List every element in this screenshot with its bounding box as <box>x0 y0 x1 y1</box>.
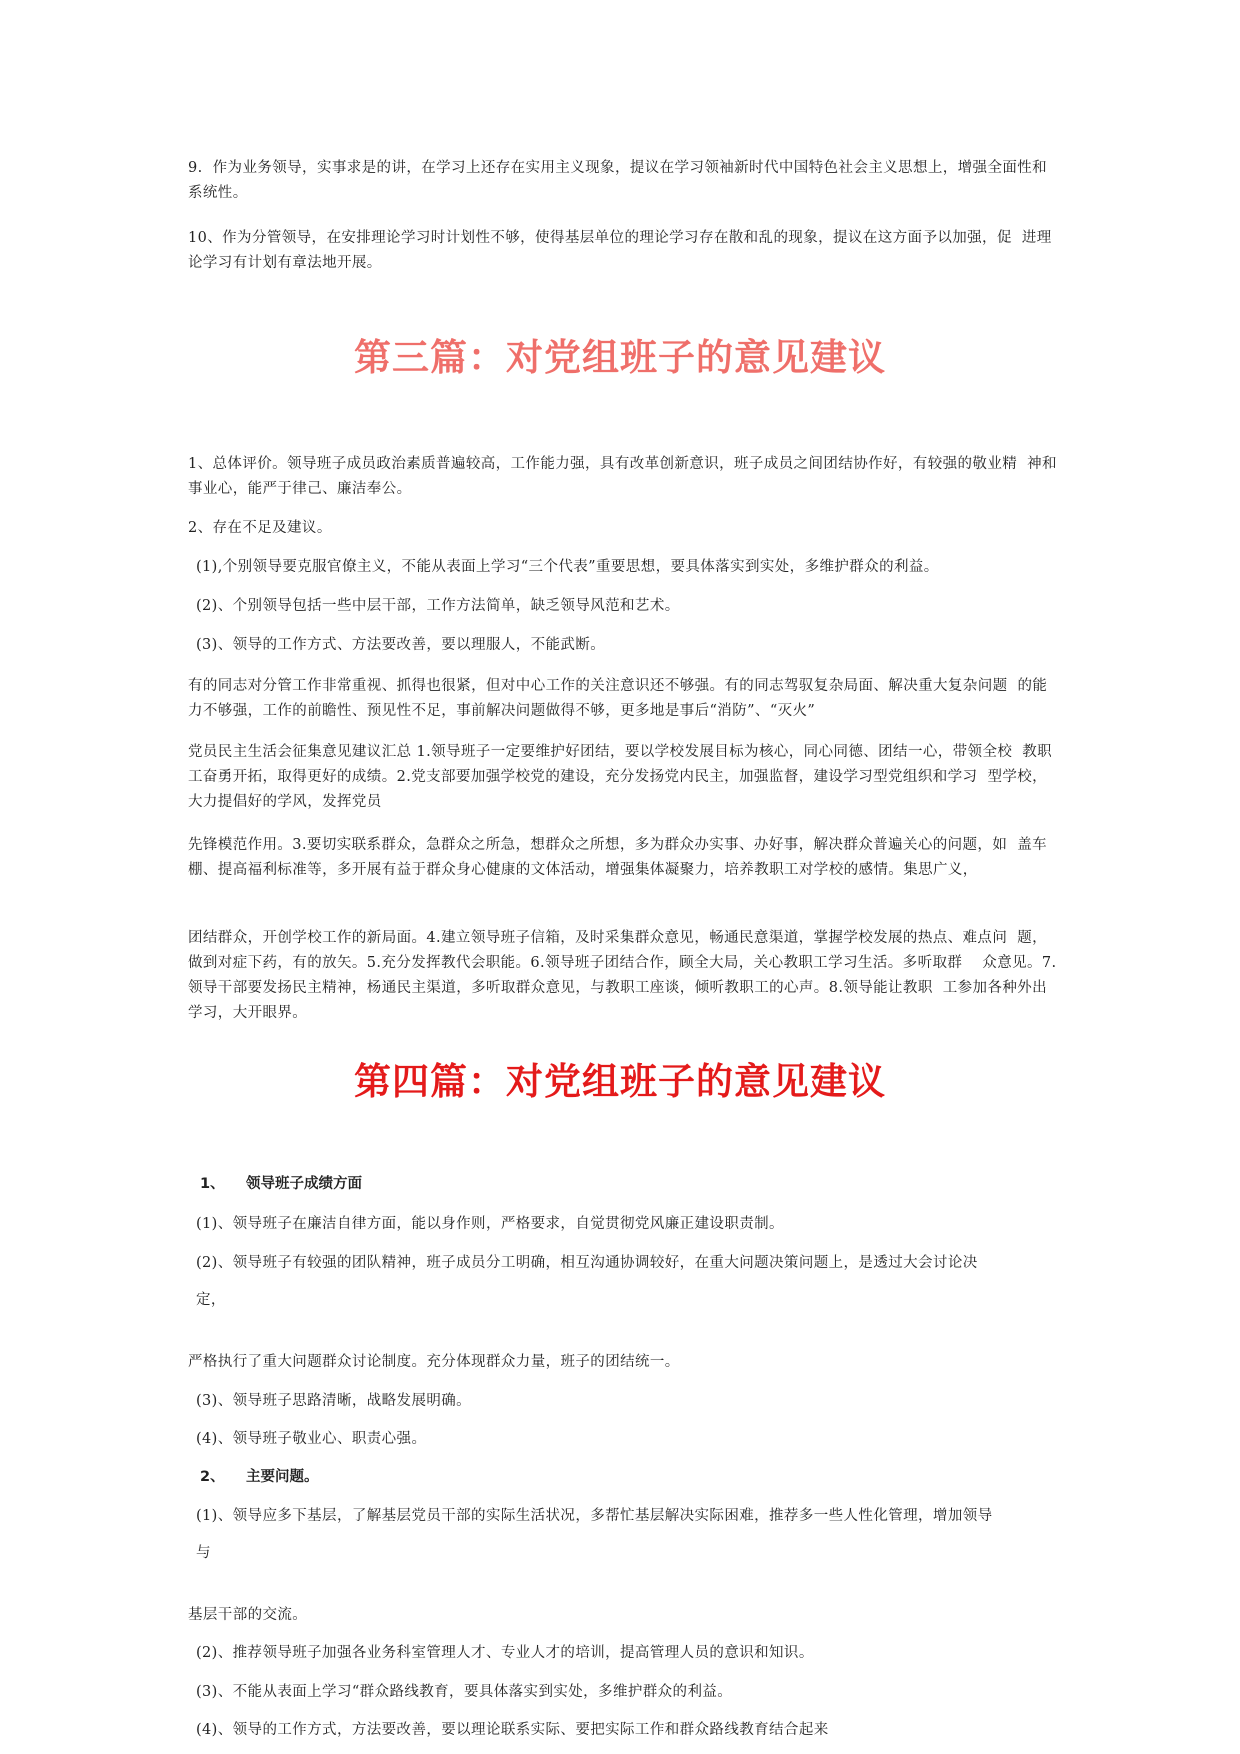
paragraph-shortcomings-heading: 2、存在不足及建议。 <box>188 520 332 536</box>
list-item-4a-2-tail: 严格执行了重大问题群众讨论制度。充分体现群众力量，班子的团结统一。 <box>188 1354 680 1370</box>
paragraph-comrades: 有的同志对分管工作非常重视、抓得也很紧，但对中心工作的关注意识还不够强。有的同志驾驭复杂局面、解决重大复杂问题 的能力不够强，工作的前瞻性、预见性不足，事前解决问题做得不够，更多地是事后“消防”、“灭火” <box>188 678 1048 719</box>
subheading-number: 1、 <box>200 1176 225 1192</box>
list-item-3-2: (2)、个别领导包括一些中层干部，工作方法简单，缺乏领导风范和艺术。 <box>196 598 680 614</box>
list-item-4a-4: (4)、领导班子敬业心、职责心强。 <box>196 1431 427 1447</box>
paragraph-overall-evaluation: 1、总体评价。领导班子成员政治素质普遍较高，工作能力强，具有改革创新意识，班子成员之间团结协作好，有较强的敬业精 神和事业心，能严于律己、廉洁奉公。 <box>188 456 1057 497</box>
list-item-4b-1: (1)、领导应多下基层，了解基层党员干部的实际生活状况，多帮忙基层解决实际困难，推荐多一些人性化管理，增加领导 <box>196 1508 993 1524</box>
list-item-4b-3: (3)、不能从表面上学习“群众路线教育，要具体落实到实处，多维护群众的利益。 <box>196 1684 733 1700</box>
list-item-4b-1-tail: 基层干部的交流。 <box>188 1607 308 1623</box>
paragraph-summary-3: 团结群众，开创学校工作的新局面。4.建立领导班子信箱，及时采集群众意见，畅通民意渠道，掌握学校发展的热点、难点问 题，做到对症下药，有的放矢。5.充分发挥教代会职能。6.领导班子团结合作，顾全大局，关心教职工学习生活。多听取群 众意见。7.领导干部要发扬民主精神，杨通民主渠道，多听取群众意见，与教职工座谈，倾听教职工的心声。8.领导能让教职 工参加各种外出学习，大开眼界。 <box>188 930 1057 1021</box>
list-item-4b-1-continued: 与 <box>196 1545 211 1561</box>
list-item-4a-2: (2)、领导班子有较强的团队精神，班子成员分工明确，相互沟通协调较好，在重大问题决策问题上，是透过大会讨论决 <box>196 1255 978 1271</box>
paragraph-summary-2: 先锋模范作用。3.要切实联系群众，急群众之所急，想群众之所想，多为群众办实事、办好事，解决群众普遍关心的问题，如 盖车棚、提高福利标准等，多开展有益于群众身心健康的文体活动，增强集体凝聚力，培养教职工对学校的感情。集思广义， <box>188 837 1048 878</box>
subheading-achievements <box>200 1172 362 1196</box>
paragraph-item-10: 10、作为分管领导，在安排理论学习时计划性不够，使得基层单位的理论学习存在散和乱的现象，提议在这方面予以加强，促 进理论学习有计划有章法地开展。 <box>188 230 1052 271</box>
list-item-4b-2: (2)、推荐领导班子加强各业务科室管理人才、专业人才的培训，提高管理人员的意识和知识。 <box>196 1645 814 1661</box>
list-item-3-3: (3)、领导的工作方式、方法要改善，要以理服人，不能武断。 <box>196 637 606 653</box>
list-item-4b-4: (4)、领导的工作方式，方法要改善，要以理论联系实际、要把实际工作和群众路线教育结合起来 <box>196 1722 829 1738</box>
subheading-number: 2、 <box>200 1469 225 1485</box>
paragraph-summary-1: 党员民主生活会征集意见建议汇总 1.领导班子一定要维护好团结，要以学校发展目标为核心，同心同德、团结一心，带领全校 教职工奋勇开拓，取得更好的成绩。2.党支部要加强学校党的建设，充分发扬党内民主，加强监督，建设学习型党组织和学习 型学校，大力提倡好的学风，发挥党员 <box>188 744 1053 810</box>
subheading-main-problems <box>200 1465 319 1489</box>
list-item-4a-3: (3)、领导班子思路清晰，战略发展明确。 <box>196 1393 472 1409</box>
subheading-label: 主要问题。 <box>246 1469 319 1485</box>
subheading-label: 领导班子成绩方面 <box>246 1176 362 1192</box>
list-item-4a-2-continued: 定， <box>196 1292 226 1308</box>
section-title-part-4: 第四篇：对党组班子的意见建议 <box>354 1059 886 1103</box>
section-title-part-3: 第三篇：对党组班子的意见建议 <box>354 335 886 379</box>
list-item-4a-1: (1)、领导班子在廉洁自律方面，能以身作则，严格要求，自觉贯彻党风廉正建设职责制。 <box>196 1216 784 1232</box>
paragraph-item-9: 9. 作为业务领导，实事求是的讲，在学习上还存在实用主义现象，提议在学习领袖新时代中国特色社会主义思想上，增强全面性和系统性。 <box>188 160 1048 201</box>
list-item-3-1: (1),个别领导要克服官僚主义，不能从表面上学习“三个代表”重要思想，要具体落实到实处，多维护群众的利益。 <box>196 559 939 575</box>
